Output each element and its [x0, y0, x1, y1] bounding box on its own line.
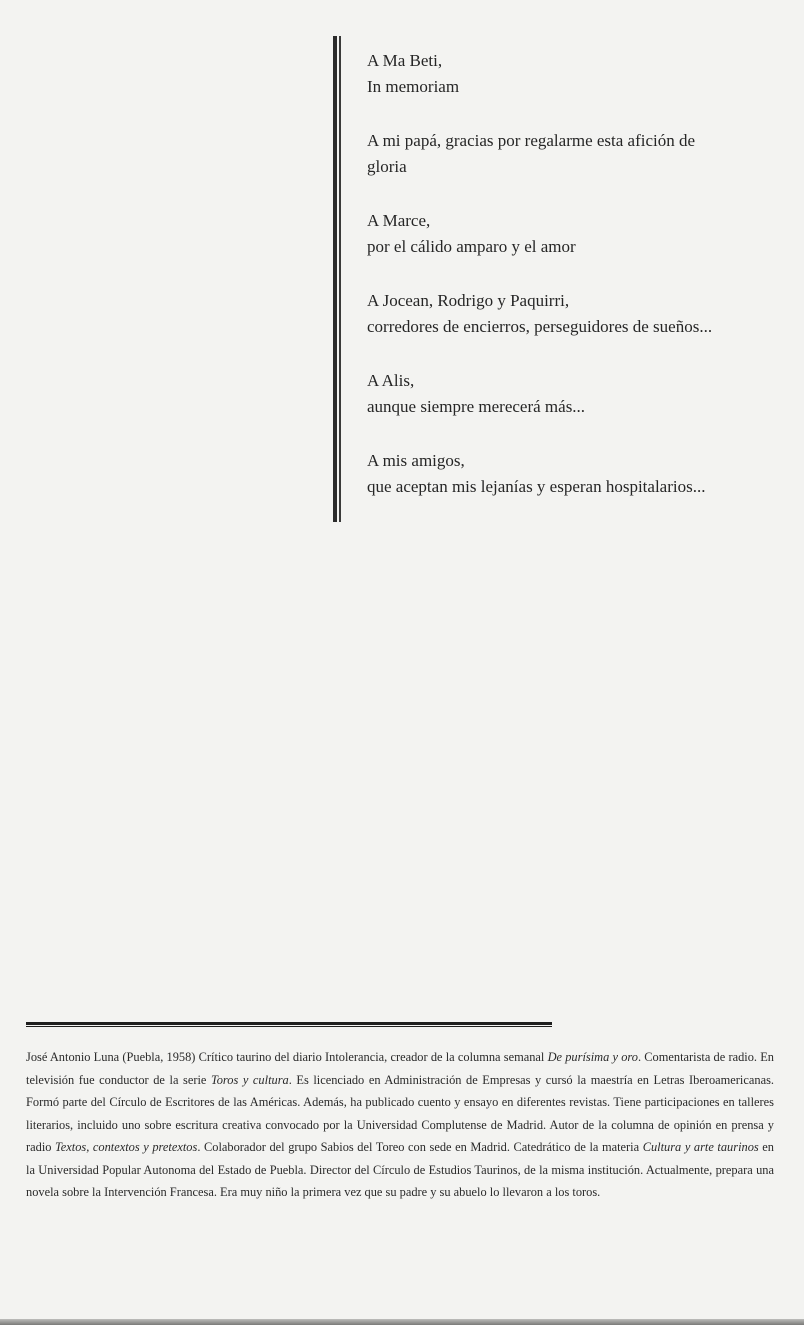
- dedication-line: por el cálido amparo y el amor: [367, 237, 576, 256]
- bio-opinion-column-title: Textos, contextos y pretextos: [55, 1140, 198, 1154]
- bio-course-title: Cultura y arte taurinos: [642, 1140, 759, 1154]
- dedication-line: A mi papá, gracias por regalarme esta afición de: [367, 131, 696, 150]
- dedication-line: In memoriam: [367, 77, 460, 96]
- dedication-papa: [367, 128, 787, 180]
- dedication-line: gloria: [367, 157, 407, 176]
- vertical-rule-thick: [333, 36, 337, 522]
- dedication-line: A Jocean, Rodrigo y Paquirri,: [367, 291, 570, 310]
- dedication-marce: [367, 208, 787, 260]
- dedication-line: A Marce,: [367, 211, 431, 230]
- dedication-beti: [367, 48, 787, 100]
- dedication-jocean: [367, 288, 787, 340]
- dedication-line: A Alis,: [367, 371, 415, 390]
- page-bottom-edge: [0, 1319, 804, 1325]
- bio-series-title: Toros y cultura: [210, 1072, 289, 1087]
- dedication-amigos: [367, 448, 787, 500]
- dedication-line: corredores de encierros, perseguidores de sueños...: [367, 317, 713, 336]
- dedication-list: [367, 48, 787, 528]
- bio-text: . Comentarista de radio. En televisión fue conductor de la serie: [26, 1050, 774, 1087]
- bio-divider: [26, 1022, 552, 1027]
- bio-text: en la Universidad Popular Autonoma del Estado de Puebla. Director del Círculo de Estudios Taurinos, de la misma institución. Actualmente, prepara una novela sobre la Intervención Francesa. Era muy niño la primera vez que su padre y su abuelo lo llevaron a los toros.: [26, 1140, 774, 1199]
- bio-text: . Colaborador del grupo Sabios del Toreo con sede en Madrid. Catedrático de la materia: [197, 1140, 643, 1154]
- dedication-line: que aceptan mis lejanías y esperan hospitalarios...: [367, 477, 706, 496]
- dedication-line: A mis amigos,: [367, 451, 465, 470]
- dedication-vertical-rule: [333, 36, 343, 522]
- dedication-line: aunque siempre merecerá más...: [367, 397, 586, 416]
- dedication-alis: [367, 368, 787, 420]
- bio-text: José Antonio Luna (Puebla, 1958) Crítico taurino del diario Intolerancia, creador de la columna semanal: [26, 1050, 548, 1064]
- bio-column-title: De purísima y oro: [547, 1050, 638, 1064]
- author-bio: [26, 1046, 774, 1204]
- bio-text: . Es licenciado en Administración de Empresas y cursó la maestría en Letras Iberoamericanas. Formó parte del Círculo de Escritores de las Américas. Además, ha publicado cuento y ensayo en diferentes revistas. Tiene participaciones en talleres literarios, incluido uno sobre escritura creativa convocado por la Universidad Complutense de Madrid. Autor de la columna de opinión en prensa y radio: [26, 1072, 774, 1154]
- dedication-line: A Ma Beti,: [367, 51, 443, 70]
- vertical-rule-thin: [339, 36, 341, 522]
